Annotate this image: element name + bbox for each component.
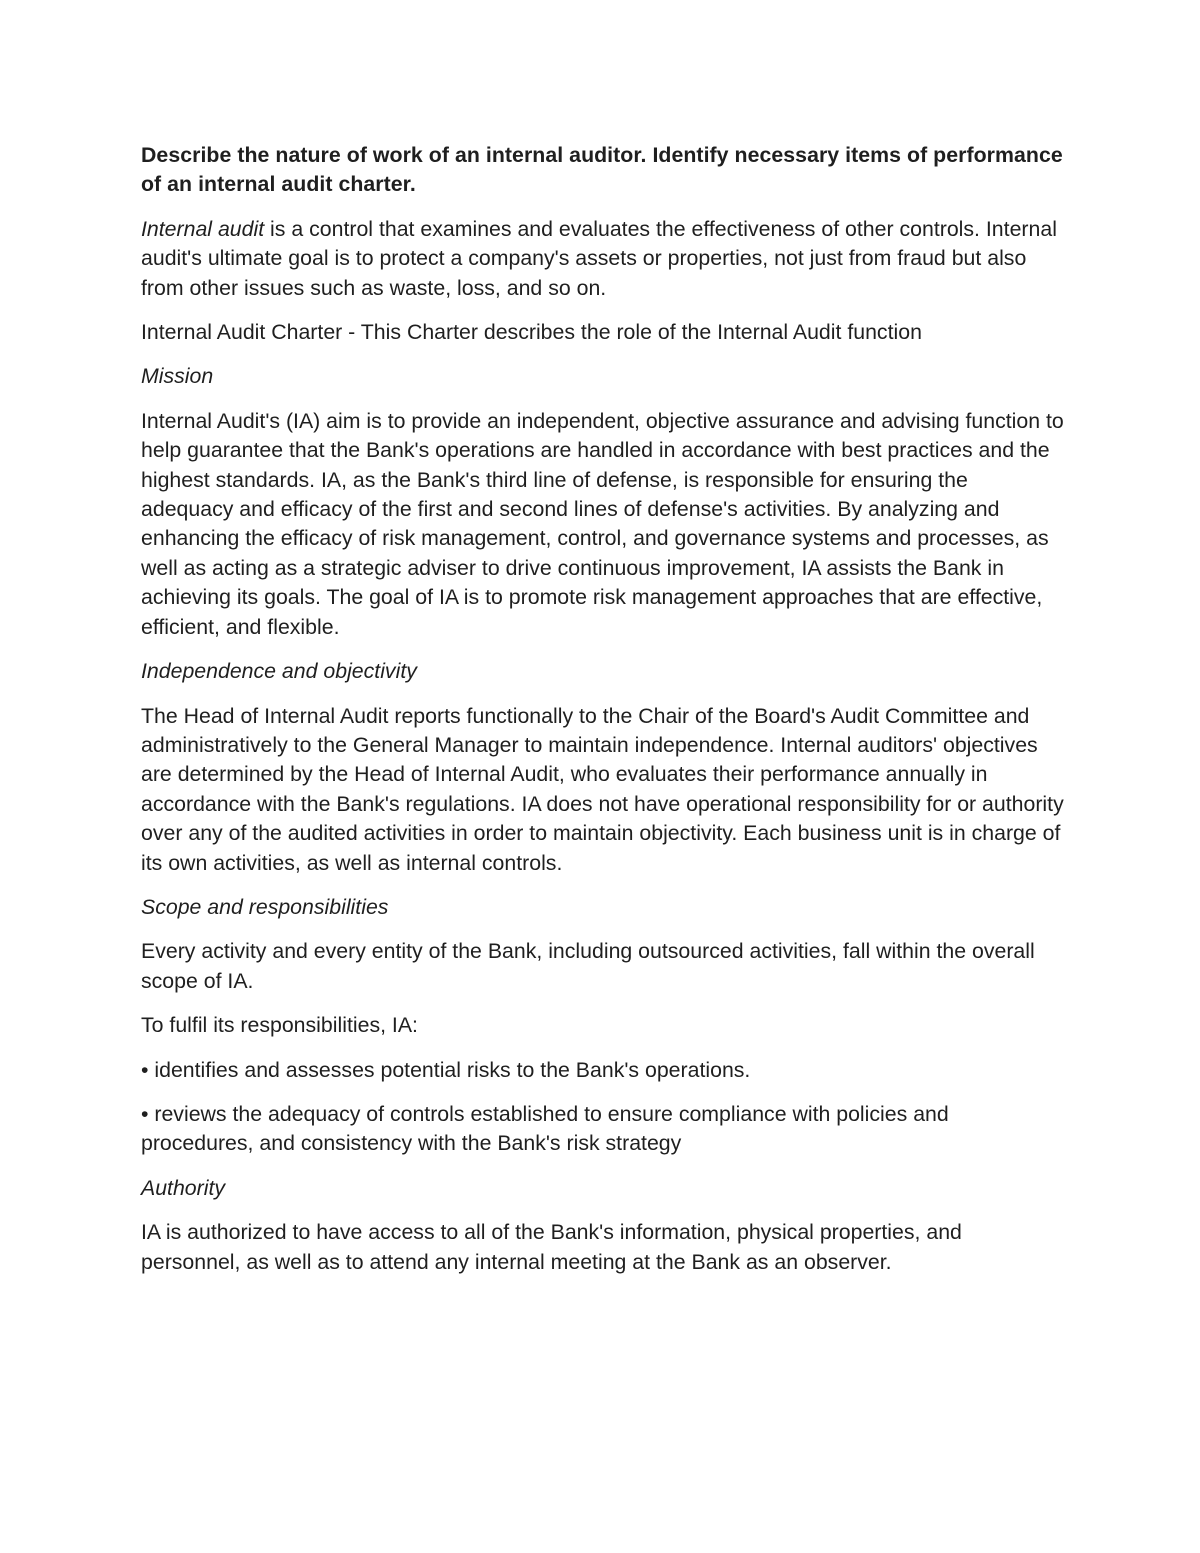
scope-lead: To fulfil its responsibilities, IA:: [141, 1013, 418, 1038]
scope-bullet-1: • identifies and assesses potential risks to the Bank's operations.: [141, 1057, 751, 1082]
independence-heading: Independence and objectivity: [141, 659, 417, 684]
scope-heading: Scope and responsibilities: [141, 894, 389, 919]
mission-heading: Mission: [141, 364, 214, 389]
independence-body: The Head of Internal Audit reports functionally to the Chair of the Board's Audit Committee and administratively to the General Manager to maintain independence. Internal auditors' objectives are determined by the Head of Internal Audit, who evaluates their performance annually in accordance with the Bank's regulations. IA does not have operational responsibility for or authority over any of the audited activities in order to maintain objectivity. Each business unit is in charge of its own activities, as well as internal controls.: [141, 703, 1064, 875]
intro-paragraph: [141, 215, 1066, 303]
scope-bullet-2: • reviews the adequacy of controls established to ensure compliance with policies and procedures, and consistency with the Bank's risk strategy: [141, 1101, 949, 1156]
document-page: [141, 141, 1066, 1292]
scope-body: Every activity and every entity of the Bank, including outsourced activities, fall within the overall scope of IA.: [141, 939, 1035, 993]
authority-body: IA is authorized to have access to all of the Bank's information, physical properties, and personnel, as well as to attend any internal meeting at the Bank as an observer.: [141, 1220, 962, 1274]
mission-body: Internal Audit's (IA) aim is to provide an independent, objective assurance and advising function to help guarantee that the Bank's operations are handled in accordance with best practices and the highest standards. IA, as the Bank's third line of defense, is responsible for ensuring the adequacy and efficacy of the first and second lines of defense's activities. By analyzing and enhancing the efficacy of risk management, control, and governance systems and processes, as well as acting as a strategic adviser to drive continuous improvement, IA assists the Bank in achieving its goals. The goal of IA is to promote risk management approaches that are effective, efficient, and flexible.: [141, 408, 1064, 639]
intro-term: Internal audit: [141, 216, 265, 241]
authority-heading: Authority: [141, 1175, 226, 1200]
charter-intro: Internal Audit Charter - This Charter describes the role of the Internal Audit function: [141, 320, 922, 345]
intro-text: is a control that examines and evaluates the effectiveness of other controls. Internal audit's ultimate goal is to protect a company's assets or properties, not just from fraud but also from other issues such as waste, loss, and so on.: [141, 216, 1057, 300]
document-title: Describe the nature of work of an internal auditor. Identify necessary items of performance of an internal audit charter.: [141, 143, 1063, 197]
